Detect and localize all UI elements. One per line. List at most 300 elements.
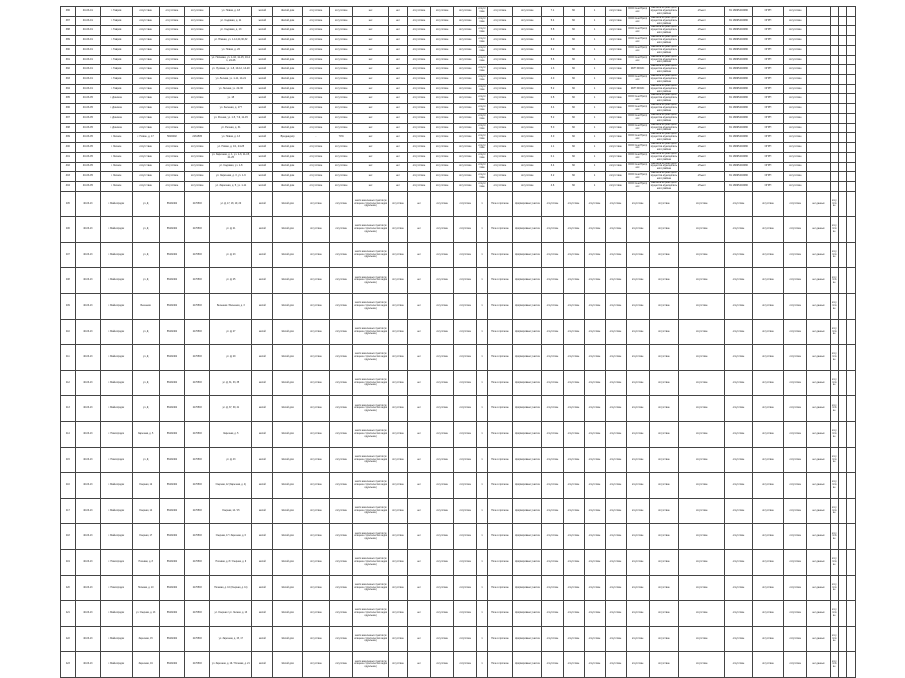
- table-cell: отсутствие: [302, 16, 329, 26]
- table-cell: отсутствие: [185, 45, 210, 55]
- table-cell: жилой: [252, 473, 273, 499]
- table-cell: 407: [61, 242, 76, 268]
- table-cell: земли населенных пунктов (жилищное строительство индивидуальное): [353, 498, 389, 524]
- table-cell: Жилой дом: [273, 36, 302, 46]
- table-cell: отсутствие: [542, 294, 563, 320]
- table-cell: отсутствие: [477, 84, 488, 94]
- table-cell: 40-03-01: [75, 7, 100, 17]
- table-cell: нет данных: [807, 524, 830, 550]
- table-cell: отсутствие: [431, 422, 454, 448]
- table-cell: отсутствие: [454, 319, 477, 345]
- table-cell: 1: [477, 524, 488, 550]
- table-cell: земли населенных пунктов (жилищное строительство индивидуальное): [353, 268, 389, 294]
- table-cell: нет: [389, 113, 408, 123]
- table-cell: отсутствие: [725, 498, 752, 524]
- table-cell: 40-03-01: [75, 45, 100, 55]
- table-cell: отсутствие: [605, 345, 626, 371]
- table-cell: 1: [584, 55, 605, 65]
- table-cell: [807, 113, 830, 123]
- table-cell: отсутствие: [513, 172, 542, 182]
- table-cell: [807, 55, 830, 65]
- table-cell: земли населенных пунктов (жилищное строительство индивидуальное): [353, 294, 389, 320]
- table-cell: отсутствие: [679, 319, 725, 345]
- table-cell: отсутствие: [389, 652, 408, 678]
- table-cell: отсутствие: [389, 370, 408, 396]
- table-cell: отсутствие: [132, 104, 159, 114]
- table-cell: 1: [477, 473, 488, 499]
- table-cell: 395: [61, 94, 76, 104]
- table-cell: отсутствие: [584, 191, 605, 217]
- table-cell: [847, 575, 855, 601]
- table-cell: отсутствие: [649, 294, 678, 320]
- table-cell: отсутствие: [302, 601, 329, 627]
- table-cell: 401: [61, 152, 76, 162]
- table-cell: г. Тавров: [100, 45, 132, 55]
- table-cell: 2176503: [185, 370, 210, 396]
- table-cell: отсутствие: [649, 601, 678, 627]
- table-cell: Жилой дом: [273, 143, 302, 153]
- table-cell: ОГРН: [752, 113, 784, 123]
- table-cell: [838, 133, 846, 143]
- table-cell: 6.0: [542, 36, 563, 46]
- table-cell: нет данных: [807, 422, 830, 448]
- table-cell: отсутствие: [605, 143, 626, 153]
- table-cell: отсутствие: [302, 181, 329, 191]
- table-cell: земли населенных пунктов (жилищное строительство индивидуальное): [353, 370, 389, 396]
- table-cell: отсутствие: [477, 143, 488, 153]
- table-cell: объект: [679, 26, 725, 36]
- table-cell: нет: [353, 123, 389, 133]
- table-cell: земли населенных пунктов (жилищное строительство индивидуальное): [353, 396, 389, 422]
- table-cell: Жилой дом: [273, 191, 302, 217]
- table-row: [61, 94, 856, 104]
- table-cell: отсутствие: [389, 345, 408, 371]
- table-cell: 390: [61, 45, 76, 55]
- table-cell: отсутствие: [830, 396, 838, 422]
- table-cell: [838, 113, 846, 123]
- table-cell: отсутствие: [477, 181, 488, 191]
- registry-table-body: [61, 7, 856, 678]
- table-cell: нет: [389, 75, 408, 85]
- table-cell: нет данных: [807, 601, 830, 627]
- table-cell: объект: [679, 123, 725, 133]
- table-cell: отсутствие: [626, 396, 649, 422]
- table-cell: ул. Д, 17, 18, 19, 20: [210, 191, 252, 217]
- table-cell: ОГРН: [752, 94, 784, 104]
- table-cell: объект: [679, 113, 725, 123]
- table-cell: [807, 26, 830, 36]
- table-cell: отсутствие: [477, 123, 488, 133]
- table-cell: отсутствие: [407, 65, 430, 75]
- table-cell: отсутствие: [302, 75, 329, 85]
- table-cell: отсутствие: [725, 473, 752, 499]
- table-cell: Озерная, 12: [132, 473, 159, 499]
- table-cell: Выписка из реестра имущества муниципального района: [650, 6, 678, 15]
- table-cell: отсутствие: [725, 191, 752, 217]
- table-cell: 40-03-13: [75, 191, 100, 217]
- table-cell: [838, 16, 846, 26]
- table-cell: Выписка из реестра имущества муниципального района: [650, 74, 678, 83]
- table-cell: 40-03-05: [75, 152, 100, 162]
- table-cell: Озерная, 12 (Заречная, д. 4): [210, 473, 252, 499]
- table-cell: г. Донское: [100, 104, 132, 114]
- table-row: [61, 549, 856, 575]
- table-cell: нет: [407, 498, 430, 524]
- table-cell: 40-03-13: [75, 575, 100, 601]
- table-cell: ул. Д: [132, 319, 159, 345]
- table-cell: [847, 113, 855, 123]
- registry-table: [60, 6, 856, 678]
- table-cell: отсутствие: [477, 172, 488, 182]
- table-cell: 40-03-05: [75, 181, 100, 191]
- table-cell: 56162402: [159, 319, 184, 345]
- table-cell: отсутствие: [431, 524, 454, 550]
- table-cell: 81 18095403480: [725, 26, 752, 36]
- table-cell: отсутствие: [477, 7, 488, 17]
- table-cell: 56162402: [159, 447, 184, 473]
- table-cell: сформировано участка: [513, 575, 542, 601]
- table-cell: отсутствие: [185, 7, 210, 17]
- table-cell: отсутствие: [302, 143, 329, 153]
- table-cell: отсутствие: [302, 575, 329, 601]
- table-cell: 402: [61, 162, 76, 172]
- table-cell: отсутствие: [132, 181, 159, 191]
- table-cell: отсутствие: [513, 94, 542, 104]
- table-cell: 420: [61, 575, 76, 601]
- table-cell: отсутствие: [454, 65, 477, 75]
- table-cell: г. Тавров: [100, 26, 132, 36]
- table-cell: Выписка из реестра имущества муниципального района: [650, 25, 678, 35]
- table-cell: отсутствие: [159, 75, 184, 85]
- table-cell: 418: [61, 524, 76, 550]
- table-cell: Жилой дом: [273, 242, 302, 268]
- table-cell: отсутствие: [784, 524, 807, 550]
- table-row: [61, 104, 856, 114]
- table-cell: сформировано участка: [513, 242, 542, 268]
- table-cell: отсутствие: [330, 45, 353, 55]
- table-cell: 398: [61, 123, 76, 133]
- table-cell: отсутствие: [487, 123, 512, 133]
- table-cell: [830, 104, 838, 114]
- table-cell: отсутствие: [487, 16, 512, 26]
- table-cell: отсутствие: [649, 422, 678, 448]
- table-cell: отсутствие: [784, 549, 807, 575]
- table-cell: отсутствие: [185, 26, 210, 36]
- table-cell: отсутствие: [330, 162, 353, 172]
- table-cell: жилой: [252, 84, 273, 94]
- table-cell: отсутствие: [431, 104, 454, 114]
- table-cell: отсутствие: [605, 104, 626, 114]
- table-cell: жилой: [252, 16, 273, 26]
- table-cell: г. Новое, д. 17: [132, 133, 159, 143]
- table-cell: 60: [563, 45, 584, 55]
- table-cell: [830, 152, 838, 162]
- table-cell: ОГРН: [752, 181, 784, 191]
- table-cell: отсутствие: [487, 113, 512, 123]
- table-cell: сформировано участка: [513, 626, 542, 652]
- table-cell: МУП МОКС: [626, 84, 649, 94]
- table-cell: [838, 181, 846, 191]
- table-cell: отсутствие: [584, 217, 605, 243]
- table-cell: 40-03-13: [75, 294, 100, 320]
- table-cell: объект: [679, 133, 725, 143]
- table-cell: 81 18095403480: [725, 104, 752, 114]
- table-cell: отсутствие: [302, 498, 329, 524]
- table-cell: ОГРН: [752, 84, 784, 94]
- table-cell: объект: [679, 181, 725, 191]
- table-cell: отсутствие: [487, 172, 512, 182]
- table-cell: отсутствие: [431, 294, 454, 320]
- table-cell: нет: [389, 55, 408, 65]
- table-row: [61, 152, 856, 162]
- table-cell: отсутствие: [513, 152, 542, 162]
- table-cell: отсутствие: [830, 319, 838, 345]
- table-cell: [838, 549, 846, 575]
- table-cell: [838, 45, 846, 55]
- table-cell: отсутствие: [649, 370, 678, 396]
- table-cell: Жилой дом: [273, 181, 302, 191]
- table-row: [61, 345, 856, 371]
- table-cell: 5618402: [159, 133, 184, 143]
- table-cell: жилой: [252, 36, 273, 46]
- table-cell: нет: [407, 319, 430, 345]
- table-cell: отсутствие: [407, 55, 430, 65]
- table-cell: 2176503: [185, 217, 210, 243]
- table-cell: отсутствие: [605, 370, 626, 396]
- table-cell: [807, 162, 830, 172]
- table-cell: 419: [61, 549, 76, 575]
- table-row: [61, 575, 856, 601]
- table-cell: 5.8: [542, 26, 563, 36]
- table-cell: отсутствие: [389, 396, 408, 422]
- table-cell: отсутствие: [185, 16, 210, 26]
- table-row: [61, 217, 856, 243]
- table-cell: 56162402: [159, 345, 184, 371]
- table-cell: сформировано участка: [513, 473, 542, 499]
- table-cell: отсутствие: [330, 172, 353, 182]
- table-cell: ООО Сем.Прогресс: [626, 36, 649, 46]
- table-cell: нет: [389, 26, 408, 36]
- table-cell: Весенняя / Весенняя, д. 3: [210, 294, 252, 320]
- table-cell: земли населенных пунктов (жилищное строительство индивидуальное): [353, 345, 389, 371]
- table-cell: отсутствие: [563, 422, 584, 448]
- table-cell: отсутствие: [626, 370, 649, 396]
- table-cell: отсутствие: [725, 447, 752, 473]
- table-cell: 56162402: [159, 396, 184, 422]
- table-cell: г. Майнгородок: [100, 524, 132, 550]
- table-cell: нет: [353, 162, 389, 172]
- table-cell: отсутствие: [725, 524, 752, 550]
- table-cell: отсутствие: [626, 345, 649, 371]
- table-cell: 1: [477, 447, 488, 473]
- table-cell: Жилой дом: [273, 113, 302, 123]
- table-cell: отсутствие: [431, 601, 454, 627]
- table-cell: отсутствие: [605, 524, 626, 550]
- table-cell: ОГРН: [752, 26, 784, 36]
- table-cell: 3.2: [542, 172, 563, 182]
- table-cell: отсутствие: [487, 7, 512, 17]
- table-cell: нет: [353, 104, 389, 114]
- table-cell: отсутствие: [431, 652, 454, 678]
- table-cell: отсутствие: [302, 94, 329, 104]
- table-cell: отсутствие: [477, 16, 488, 26]
- table-cell: нет: [407, 601, 430, 627]
- table-cell: [847, 268, 855, 294]
- table-cell: ОГРН: [752, 75, 784, 85]
- table-cell: г. Майнгородок: [100, 601, 132, 627]
- table-cell: Жилой дом: [273, 447, 302, 473]
- table-cell: отсутствие: [584, 498, 605, 524]
- table-cell: 405: [61, 191, 76, 217]
- table-cell: г. Донское: [100, 94, 132, 104]
- table-cell: земли населенных пунктов (жилищное строительство индивидуальное): [353, 549, 389, 575]
- table-cell: жилой: [252, 172, 273, 182]
- table-cell: отсутствие: [605, 113, 626, 123]
- table-cell: отсутствие: [752, 217, 784, 243]
- table-cell: Жилой дом: [273, 370, 302, 396]
- table-cell: земли населенных пунктов (жилищное строительство индивидуальное): [353, 626, 389, 652]
- table-cell: Жилой дом: [273, 55, 302, 65]
- table-cell: 40-03-13: [75, 422, 100, 448]
- table-cell: Заречная, д. 5: [210, 422, 252, 448]
- table-cell: 1: [584, 94, 605, 104]
- table-cell: Выписка из реестра имущества муниципального района: [650, 55, 678, 64]
- table-cell: ул. Озерная / ул. Лесная, д. 13: [210, 601, 252, 627]
- table-cell: отсутствие: [159, 65, 184, 75]
- table-cell: отсутствие: [542, 191, 563, 217]
- table-cell: 422: [61, 626, 76, 652]
- table-cell: земли населенных пунктов (жилищное строительство индивидуальное): [353, 652, 389, 678]
- table-cell: 413: [61, 396, 76, 422]
- table-cell: нет: [389, 143, 408, 153]
- table-cell: отсутствие: [407, 172, 430, 182]
- table-cell: отсутствие: [431, 242, 454, 268]
- table-row: [61, 370, 856, 396]
- table-cell: отсутствие: [302, 113, 329, 123]
- table-cell: Поле в прогнозе: [487, 601, 512, 627]
- table-cell: 5.2: [542, 84, 563, 94]
- table-cell: отсутствие: [563, 473, 584, 499]
- table-cell: Жилой дом: [273, 75, 302, 85]
- table-cell: г. Тавров: [100, 36, 132, 46]
- table-cell: отсутствие: [330, 626, 353, 652]
- table-cell: 40-03-05: [75, 123, 100, 133]
- table-cell: Выписка из реестра имущества муниципального района: [650, 64, 678, 74]
- table-cell: отсутствие: [649, 524, 678, 550]
- table-cell: [847, 94, 855, 104]
- table-cell: ул. Д: [132, 268, 159, 294]
- table-cell: нет: [407, 575, 430, 601]
- table-cell: 81 18095403480: [725, 133, 752, 143]
- table-cell: отсутствие: [626, 652, 649, 678]
- table-cell: отсутствие: [431, 396, 454, 422]
- table-cell: г. Майнгородок: [100, 319, 132, 345]
- table-cell: отсутствие: [584, 294, 605, 320]
- table-cell: 1: [584, 16, 605, 26]
- table-cell: Полевая, д. 10: [132, 575, 159, 601]
- table-cell: жилой: [252, 133, 273, 143]
- table-cell: отсутствие: [454, 26, 477, 36]
- table-cell: ООО Сем.Прогресс: [626, 133, 649, 143]
- table-cell: отсутствие: [752, 396, 784, 422]
- table-cell: отсутствие: [542, 422, 563, 448]
- table-cell: 40-03-01: [75, 65, 100, 75]
- table-cell: отсутствие: [605, 7, 626, 17]
- table-cell: 60: [563, 123, 584, 133]
- table-cell: [830, 172, 838, 182]
- table-cell: 81 18095403480: [725, 143, 752, 153]
- table-cell: отсутствие: [330, 575, 353, 601]
- table-cell: [847, 16, 855, 26]
- table-cell: [838, 396, 846, 422]
- table-cell: отсутствие: [830, 217, 838, 243]
- table-cell: Жилой дом: [273, 268, 302, 294]
- table-cell: ул. Д: [132, 345, 159, 371]
- table-cell: Поле в прогнозе: [487, 268, 512, 294]
- table-cell: сформировано участка: [513, 294, 542, 320]
- table-cell: отсутствие: [389, 294, 408, 320]
- table-cell: отсутствие: [584, 370, 605, 396]
- table-cell: отсутствие: [487, 36, 512, 46]
- table-cell: ул. Южная, уч. 1-14,24,30,32: [210, 36, 252, 46]
- table-cell: ул. Заречная, д. 3, уч. 1-9: [210, 172, 252, 182]
- table-cell: отсутствие: [407, 162, 430, 172]
- table-cell: отсутствие: [330, 319, 353, 345]
- table-cell: 1: [584, 113, 605, 123]
- table-cell: ул. Д: [132, 447, 159, 473]
- table-cell: отсутствие: [605, 242, 626, 268]
- table-cell: отсутствие: [605, 36, 626, 46]
- table-cell: ООО Сем.Прогресс: [626, 16, 649, 26]
- table-cell: отсутствие: [185, 55, 210, 65]
- table-cell: нет: [353, 26, 389, 36]
- table-cell: отсутствие: [389, 626, 408, 652]
- table-cell: отсутствие: [454, 133, 477, 143]
- table-cell: ООО Сем.Прогресс: [626, 75, 649, 85]
- table-cell: [807, 172, 830, 182]
- table-cell: отсутствие: [132, 75, 159, 85]
- table-cell: отсутствие: [431, 319, 454, 345]
- table-cell: отсутствие: [584, 524, 605, 550]
- table-cell: 60: [563, 7, 584, 17]
- table-cell: нет: [353, 94, 389, 104]
- table-cell: отсутствие: [830, 473, 838, 499]
- table-cell: нет: [407, 191, 430, 217]
- table-cell: отсутствие: [477, 55, 488, 65]
- table-cell: отсутствие: [407, 45, 430, 55]
- table-cell: [830, 181, 838, 191]
- table-cell: отсутствие: [542, 652, 563, 678]
- table-cell: нет данных: [807, 447, 830, 473]
- table-cell: нет: [389, 104, 408, 114]
- table-cell: отсутствие: [132, 172, 159, 182]
- table-cell: жилой: [252, 123, 273, 133]
- table-cell: отсутствие: [605, 55, 626, 65]
- table-cell: [830, 45, 838, 55]
- table-cell: Жилой дом: [273, 473, 302, 499]
- table-cell: 2176503: [185, 652, 210, 678]
- table-cell: Жилой дом: [273, 162, 302, 172]
- table-cell: отсутствие: [649, 242, 678, 268]
- table-cell: отсутствие: [431, 45, 454, 55]
- table-cell: [847, 319, 855, 345]
- table-cell: отсутствие: [679, 575, 725, 601]
- table-cell: отсутствие: [563, 601, 584, 627]
- table-cell: отсутствие: [159, 113, 184, 123]
- table-cell: земли населенных пунктов (жилищное строительство индивидуальное): [353, 473, 389, 499]
- table-cell: 81 18095403480: [725, 16, 752, 26]
- table-cell: нет: [407, 549, 430, 575]
